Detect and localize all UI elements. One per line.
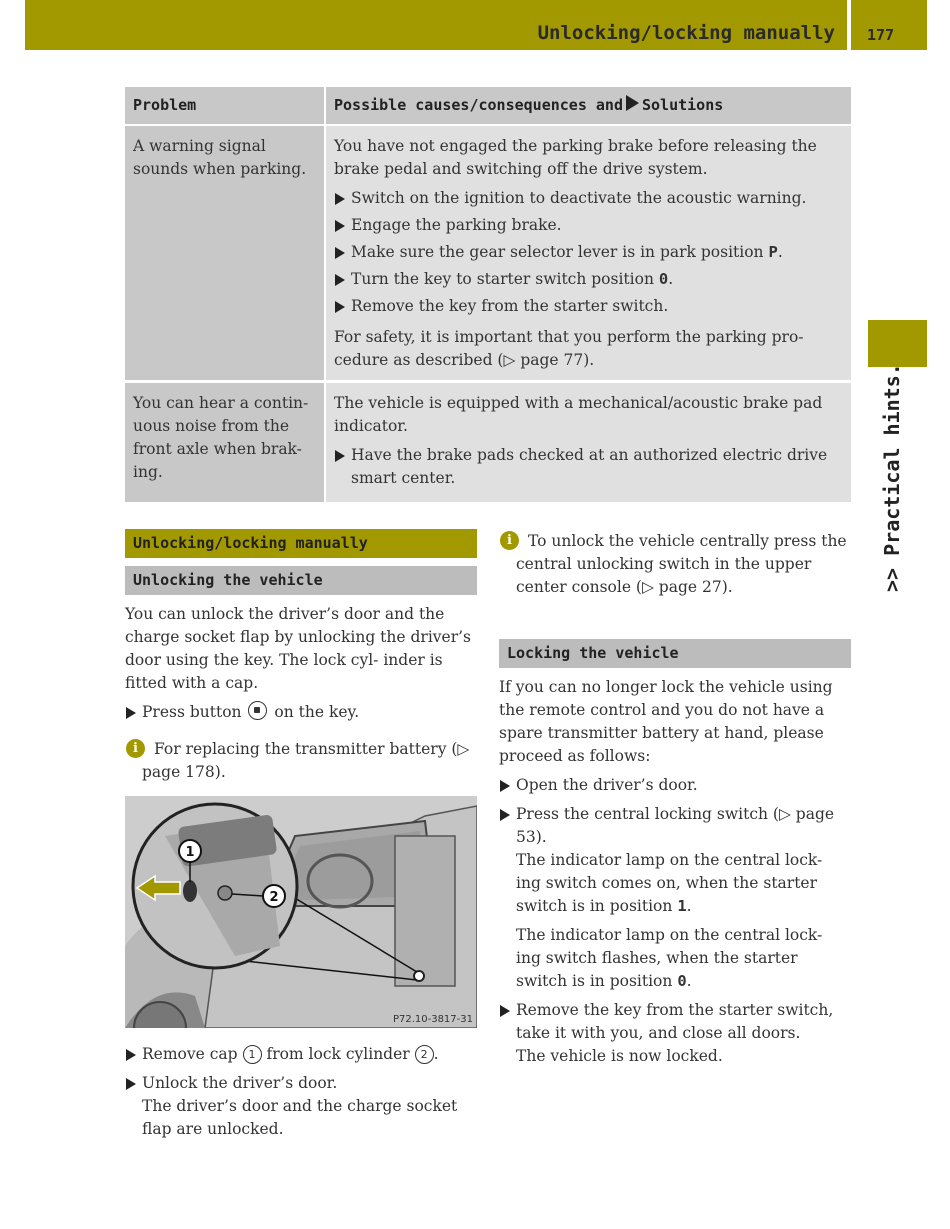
unlock-button-icon <box>248 701 267 720</box>
safety-note: For safety, it is important that you perform the parking pro- cedure as described (▷ page 77). <box>334 328 804 369</box>
table-row <box>125 125 851 382</box>
table-header-row <box>125 87 851 125</box>
info-note: i To unlock the vehicle centrally press the central unlocking switch in the upper center console (▷ page 27). <box>499 530 851 599</box>
side-tab-label: >> Practical hints. <box>880 363 904 592</box>
table-header-problem: Problem <box>125 87 325 125</box>
step-result: The driver’s door and the charge socket flap are unlocked. <box>142 1097 458 1138</box>
solution-step: Turn the key to starter switch position 0. <box>334 268 843 291</box>
solution-cell <box>325 382 851 503</box>
solution-step: Remove the key from the starter switch. <box>334 295 843 318</box>
page-number: 177 <box>867 26 895 44</box>
problem-cell: A warning signal sounds when parking. <box>125 125 325 382</box>
step-result: The vehicle is now locked. <box>516 1047 723 1065</box>
info-icon: i <box>126 739 145 758</box>
right-column <box>499 530 851 1074</box>
table-row <box>125 382 851 503</box>
figure-code: P72.10-3817-31 <box>392 1014 473 1025</box>
solution-arrow-icon <box>626 95 639 111</box>
callout-ref-1: 1 <box>243 1045 262 1064</box>
problem-cell: You can hear a contin- uous noise from the front axle when brak- ing. <box>125 382 325 503</box>
table-header-causes: Possible causes/consequences and Solutions <box>325 87 851 125</box>
info-note: i For replacing the transmitter battery (▷ page 178). <box>125 738 477 784</box>
instruction-step: Remove the key from the starter switch, take it with you, and close all doors. The vehicle is now locked. <box>499 999 851 1068</box>
section-heading: Unlocking/locking manually <box>125 529 477 558</box>
page-title: Unlocking/locking manually <box>537 22 835 44</box>
solution-step: Have the brake pads checked at an authorized electric drive smart center. <box>334 444 843 490</box>
instruction-step: Remove cap 1 from lock cylinder 2 . <box>125 1043 477 1066</box>
locking-intro: If you can no longer lock the vehicle using the remote control and you do not have a spare transmitter battery at hand, please proceed as follows: <box>499 678 833 765</box>
subsection-heading-locking: Locking the vehicle <box>499 639 851 668</box>
unlocking-intro: You can unlock the driver’s door and the charge socket flap by unlocking the driver’s door using the key. The lock cyl- inder is fitted with a cap. <box>125 605 471 692</box>
side-tab-marker <box>868 320 927 367</box>
instruction-step: Press button on the key. <box>125 701 477 724</box>
car-door-drawing <box>125 796 477 1028</box>
left-column <box>125 529 477 784</box>
step-result: The indicator lamp on the central lock- ing switch comes on, when the starter switch is in position 1. <box>516 851 823 915</box>
door-lock-illustration <box>125 796 477 1028</box>
subsection-heading-unlocking: Unlocking the vehicle <box>125 566 477 595</box>
cause-text: The vehicle is equipped with a mechanical/acoustic brake pad indicator. <box>334 394 823 435</box>
instruction-step: Open the driver’s door. <box>499 774 851 797</box>
page-number-box <box>851 0 927 50</box>
solution-step: Make sure the gear selector lever is in park position P. <box>334 241 843 264</box>
solution-cell <box>325 125 851 382</box>
svg-text:2: 2 <box>269 890 279 905</box>
instruction-step: Unlock the driver’s door. The driver’s door and the charge socket flap are unlocked. <box>125 1072 477 1141</box>
header-bar <box>25 0 847 50</box>
step-result: The indicator lamp on the central lock- ing switch flashes, when the starter switch is in position 0. <box>516 926 823 990</box>
callout-2 <box>263 885 285 907</box>
solution-step: Switch on the ignition to deactivate the acoustic warning. <box>334 187 843 210</box>
left-column-steps <box>125 1043 477 1147</box>
solution-step: Engage the parking brake. <box>334 214 843 237</box>
callout-ref-2: 2 <box>415 1045 434 1064</box>
callout-1 <box>179 840 201 862</box>
instruction-step: Press the central locking switch (▷ page 53). The indicator lamp on the central lock- ing switch comes on, when the starter switch is in position 1. The indicator lamp on the central lock- ing switch flashes, when the starter switch is in position 0. <box>499 803 851 993</box>
svg-text:1: 1 <box>185 845 195 860</box>
problem-table <box>125 87 851 502</box>
info-icon: i <box>500 531 519 550</box>
cause-text: You have not engaged the parking brake before releasing the brake pedal and switching off the drive system. <box>334 137 817 178</box>
